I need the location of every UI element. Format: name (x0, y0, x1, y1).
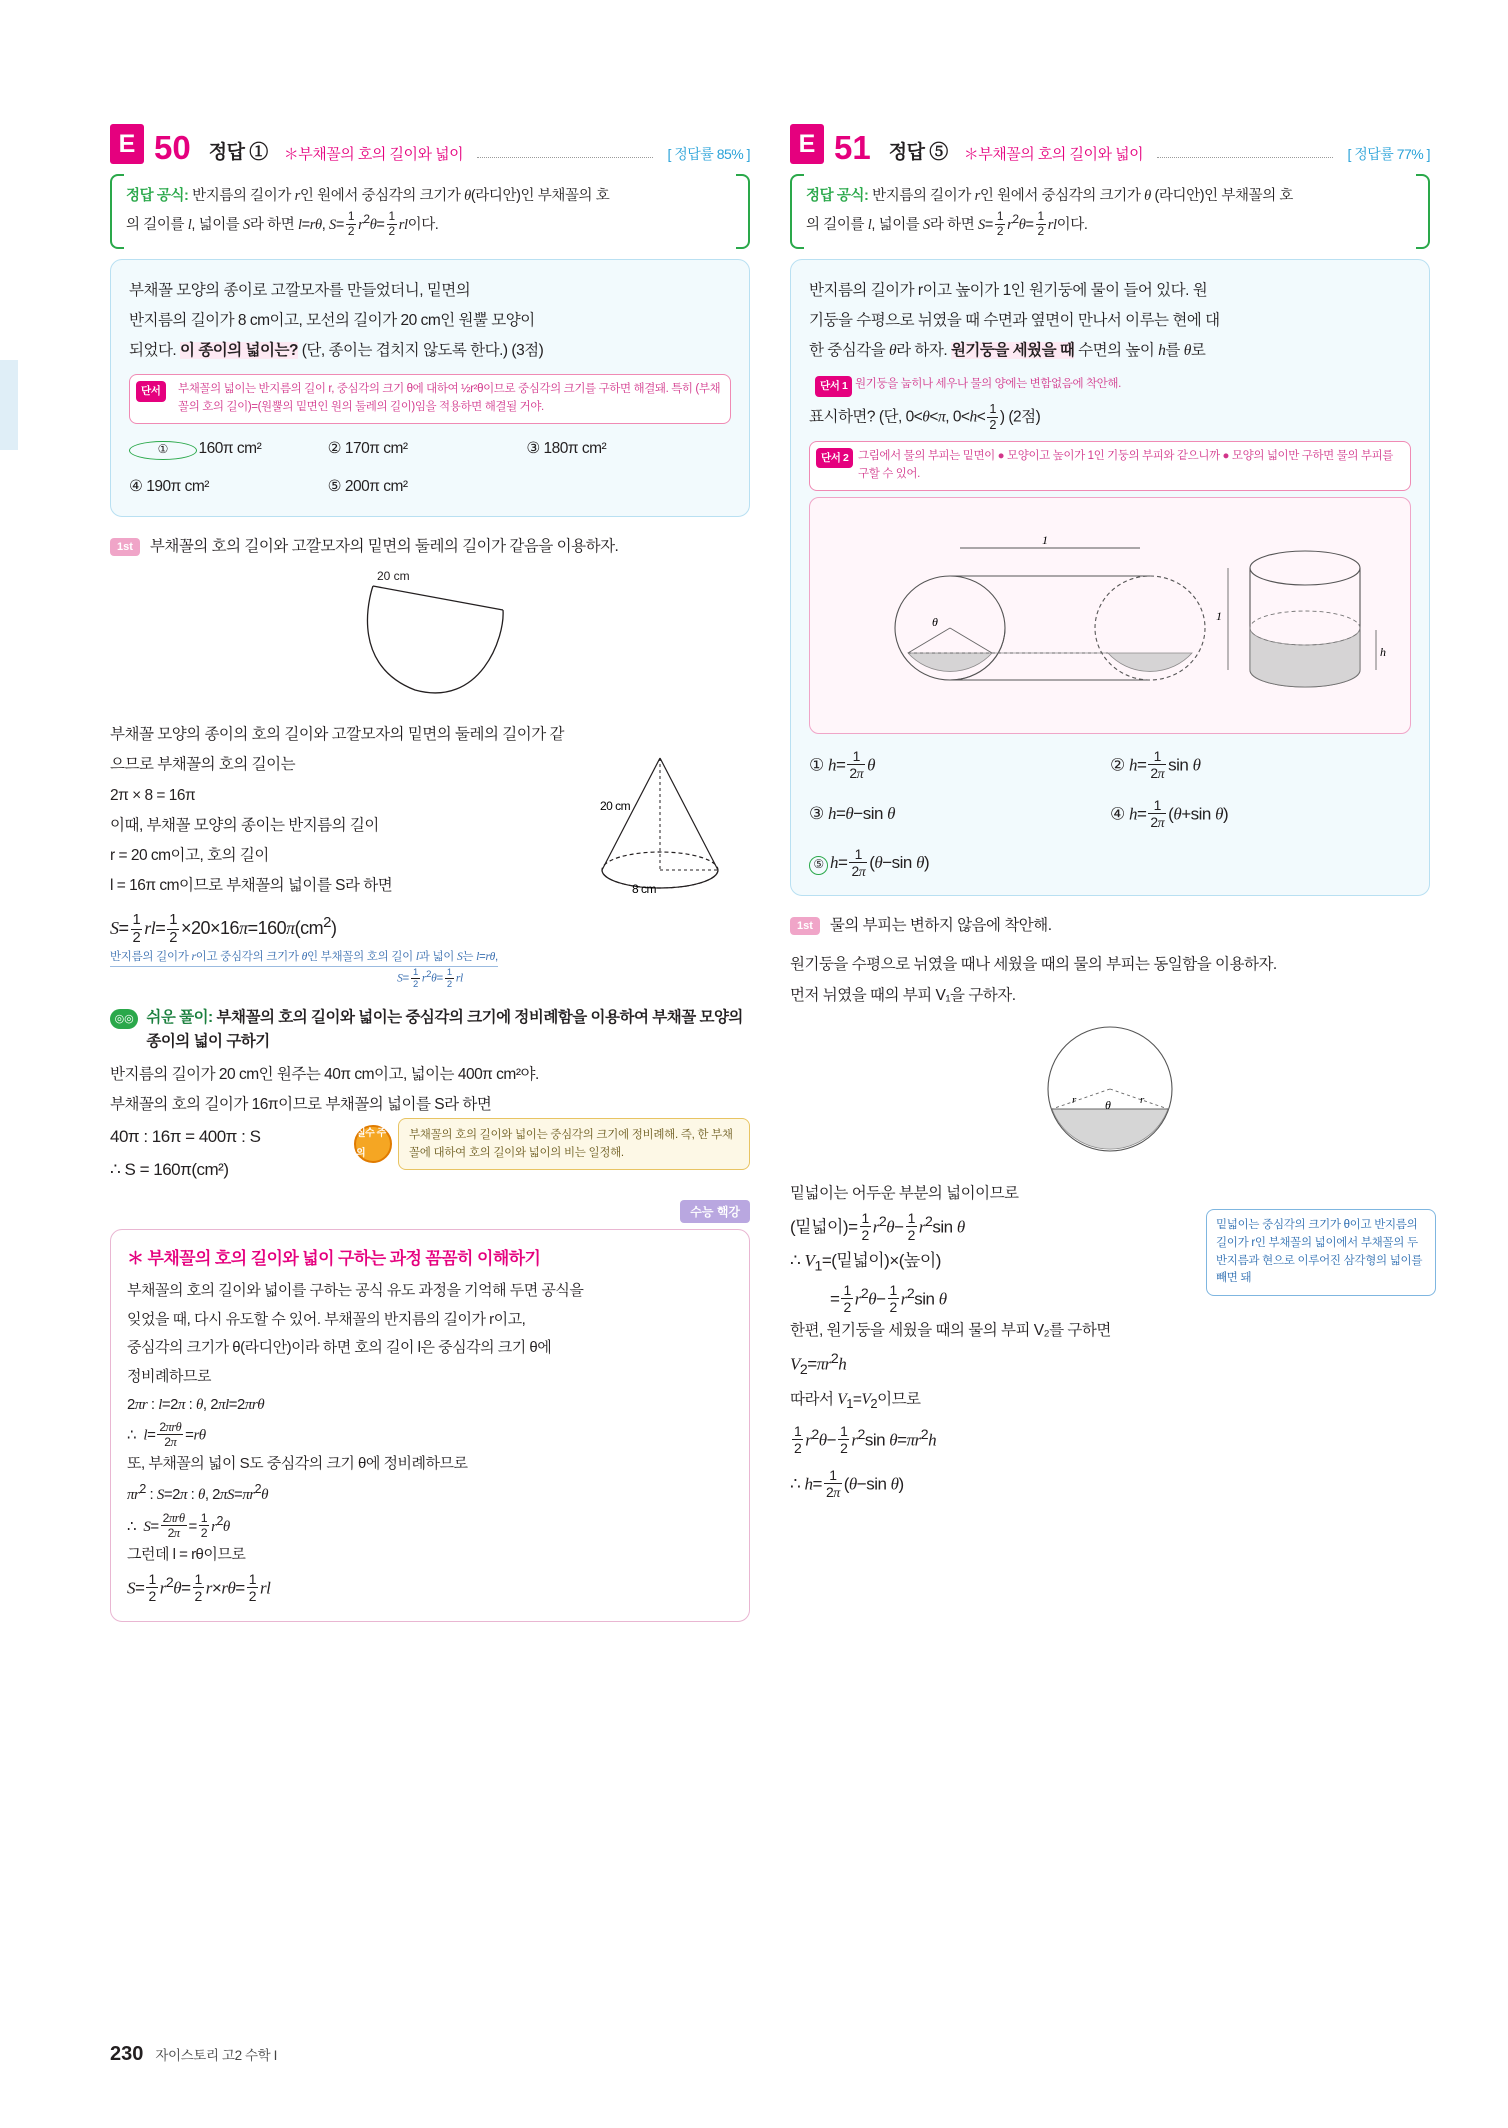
svg-text:θ: θ (1105, 1097, 1111, 1112)
question-line: 한 중심각을 θ라 하자. 원기둥을 세웠을 때 수면의 높이 h를 θ로 (809, 342, 1206, 360)
header-dotted-rule (477, 157, 653, 158)
equation-footnote-2: S= $\frac{1}{2}$ $r^2\theta=$ $\frac{1}{2}$ rl (397, 965, 463, 989)
suneung-body (127, 1277, 733, 1604)
question-line: 기둥을 수평으로 뉘였을 때 수면과 옆면이 만나서 이루는 현에 대 (809, 311, 1220, 329)
question-box-50 (110, 259, 750, 518)
cone-figure (560, 750, 760, 910)
solution-line: 부채꼴 모양의 종이의 호의 길이와 고깔모자의 밑면의 둘레의 길이가 같 (110, 726, 564, 744)
accuracy-rate: [ 정답률 85% ] (667, 146, 750, 162)
suneung-line: ∴ S= $\frac{\text{2πrθ}}{2\pi}$ = $\frac{1}{2}$ $r^2\theta$ (127, 1511, 230, 1541)
choice-row (809, 846, 1411, 881)
easy-line: ∴ S = 160π(cm²) (110, 1160, 229, 1180)
solution-text-50 (110, 720, 750, 901)
answer-value: ⑤ (929, 142, 948, 163)
problem-header-50 (110, 120, 750, 164)
page-edge-mark (0, 360, 18, 450)
choice-row (809, 748, 1411, 783)
solution-line: 한편, 원기둥을 세웠을 때의 물의 부피 V₂를 구하면 (790, 1321, 1111, 1339)
hint-tag: 단서 1 (815, 376, 852, 396)
suneung-line: 2πr : l=2π : θ, 2πl=2πrθ (127, 1396, 265, 1414)
page-footer (110, 2043, 277, 2066)
glasses-icon: ◎◎ (110, 1009, 138, 1029)
answer-value: ① (249, 142, 268, 163)
question-line: 반지름의 길이가 8 cm이고, 모선의 길이가 20 cm인 원뿔 모양이 (129, 311, 535, 329)
svg-text:8 cm: 8 cm (632, 882, 657, 897)
suneung-box (110, 1229, 750, 1621)
solution-line: r = 20 cm이고, 호의 길이 (110, 847, 269, 865)
choice-text: 180π cm² (543, 439, 607, 457)
choice-item[interactable]: ⑤ 200π cm² (327, 478, 408, 496)
problem-topic: ＊부채꼴의 호의 길이와 넓이 (283, 146, 464, 163)
choice-text: 170π cm² (344, 439, 408, 457)
svg-text:r: r (1140, 1093, 1145, 1106)
suneung-title: ＊ 부채꼴의 호의 길이와 넓이 구하는 과정 꼼꼼히 이해하기 (127, 1249, 541, 1269)
answer-label (209, 137, 268, 164)
suneung-line: 중심각의 크기가 θ(라디안)이라 하면 호의 길이 l은 중심각의 크기 θ에 (127, 1339, 552, 1357)
easy-title-text: 부채꼴의 호의 길이와 넓이는 중심각의 크기에 정비례함을 이용하여 부채꼴 모양의 종이의 넓이 구하기 (146, 1008, 743, 1050)
problem-topic: ＊부채꼴의 호의 길이와 넓이 (963, 146, 1144, 163)
choice-item[interactable]: ⑤ h= $\frac{1}{2\pi}$ (θ−sin θ) (809, 853, 929, 872)
svg-text:1: 1 (1216, 608, 1222, 623)
hint-text: 원기둥을 눕히나 세우나 물의 양에는 변함없음에 착안해. (855, 378, 1121, 391)
choice-item[interactable]: ① h= $\frac{1}{2\pi}$ θ (809, 747, 876, 782)
answer-formula-box-51: 정답 공식: 반지름의 길이가 r인 원에서 중심각의 크기가 θ (라디안)인 부채꼴의 호 의 길이를 l, 넓이를 S라 하면 S= $\frac{1}{2}$ $r^2\theta=$ $\frac{1}{2}$ rl이다. (790, 174, 1430, 249)
choice-item[interactable]: ② h= $\frac{1}{2\pi}$ sin θ (1110, 747, 1201, 782)
suneung-line: ∴ l= $\frac{\text{2πrθ}}{2\pi}$ =rθ (127, 1419, 206, 1449)
cylinder-figure-box (809, 497, 1411, 734)
problem-column-right (790, 120, 1430, 1502)
step-row-51 (790, 914, 1430, 939)
answer-label-text: 정답 (208, 142, 245, 163)
easy-tag: 쉬운 풀이: (146, 1008, 213, 1026)
header-dotted-rule (1157, 157, 1333, 158)
solution-line: (밑넓이)= $\frac{1}{2}$ $r^2\theta-$ $\frac{1}{2}$ $r^2\sin$ θ (790, 1210, 965, 1244)
hint-text: 부채꼴의 넓이는 반지름의 길이 r, 중심각의 크기 θ에 대하여 ½r²θ이므로 중심각의 크기를 구하면 해결돼. 특히 (부채꼴의 호의 길이)=(원뿔의 밑면인 원의 둘레의 길이)임을 적용하면 해결될 거야. (178, 383, 721, 414)
solution-line: ∴ h= $\frac{1}{2\pi}$ (θ−sin θ) (790, 1466, 904, 1501)
answer-label (889, 137, 948, 164)
svg-text:r: r (1072, 1093, 1077, 1106)
choice-list-51 (809, 748, 1411, 881)
accuracy-rate: [ 정답률 77% ] (1347, 146, 1430, 162)
step-text: 물의 부피는 변하지 않음에 착안해. (829, 916, 1052, 934)
main-equation-50: S= $\frac{1}{2}$ rl= $\frac{1}{2}$ $\times 20\times 16\pi=160\pi(cm^2)$ (110, 911, 337, 946)
suneung-tag: 수능 핵강 (680, 1200, 750, 1223)
easy-solution-body (110, 1060, 750, 1187)
question-highlight: 원기둥을 세웠을 때 (950, 342, 1075, 360)
step-tag: 1st (790, 917, 820, 935)
svg-text:20 cm: 20 cm (600, 799, 631, 814)
solution-line: 따라서 $V_1=V_2$이므로 (790, 1390, 921, 1411)
choice-marker-selected: ① (129, 441, 197, 460)
problem-number: 51 (834, 129, 871, 166)
solution-text-51b (790, 1179, 1430, 1502)
choice-item[interactable] (129, 434, 328, 464)
easy-line: 반지름의 길이가 20 cm인 원주는 40π cm이고, 넓이는 400π cm²야. (110, 1065, 539, 1083)
solution-line: $\frac{1}{2}$ $r^2\theta-$ $\frac{1}{2}$ $r^2\sin$ $\theta=\pi r^2h$ (794, 1423, 937, 1457)
question-highlight: 이 종이의 넓이는? (180, 342, 298, 360)
problem-badge: E (110, 124, 144, 164)
choice-item[interactable]: ③ h=θ−sin θ (809, 803, 896, 823)
svg-text:θ: θ (932, 614, 938, 629)
solution-line: 2π × 8 = 16π (110, 786, 196, 804)
easy-solution-title (146, 1006, 750, 1054)
solution-line: 이때, 부채꼴 모양의 종이는 반지름의 길이 (110, 816, 379, 834)
caution-stamp: 실수 주의 (354, 1125, 392, 1163)
choice-row (809, 797, 1411, 832)
book-title: 자이스토리 고2 수학 I (155, 2048, 278, 2063)
choice-list-50 (129, 434, 731, 502)
suneung-line: 그런데 l = rθ이므로 (127, 1546, 246, 1564)
hint-tag: 단서 2 (816, 448, 853, 468)
solution-text-51 (790, 950, 1430, 1010)
solution-line: ∴ $V_1=$(밑넓이)×(높이) (790, 1250, 941, 1275)
step-text: 부채꼴의 호의 길이와 고깔모자의 밑면의 둘레의 길이가 같음을 이용하자. (149, 538, 619, 556)
blue-side-note: 밑넓이는 중심각의 크기가 θ이고 반지름의 길이가 r인 부채꼴의 넓이에서 부채꼴의 두 반지름과 현으로 이루어진 삼각형의 넓이를 빼면 돼 (1206, 1209, 1436, 1296)
solution-line: 먼저 뉘였을 때의 부피 V₁을 구하자. (790, 986, 1016, 1004)
hint-box-51-2 (809, 441, 1411, 491)
question-line: 반지름의 길이가 r이고 높이가 1인 원기둥에 물이 들어 있다. 원 (809, 281, 1208, 299)
formula-label: 정답 공식: (806, 188, 869, 204)
caution-callout (354, 1118, 750, 1171)
hint-box-51-1 (809, 370, 1411, 400)
easy-solution-header (110, 1006, 750, 1054)
hint-tag: 단서 (136, 381, 166, 401)
hint-text: 그림에서 물의 부피는 밑면이 ● 모양이고 높이가 1인 기둥의 부피와 같으니까 ● 모양의 넓이만 구하면 물의 부피를 구할 수 있어. (858, 449, 1394, 480)
choice-text: 190π cm² (146, 478, 209, 496)
svg-text:20 cm: 20 cm (377, 569, 410, 584)
choice-item[interactable]: ④ 190π cm² (129, 478, 209, 496)
step-tag: 1st (110, 538, 140, 556)
question-line: 되었다. 이 종이의 넓이는? (단, 종이는 겹치지 않도록 한다.) (3점) (129, 342, 544, 360)
solution-line: = $\frac{1}{2}$ $r^2\theta-$ $\frac{1}{2}$ $r^2\sin$ θ (830, 1282, 947, 1316)
suneung-line: $\pi r^2$ : S=2π : θ, $2\pi S=\pi r^2\theta$ (127, 1482, 268, 1504)
page-number: 230 (110, 2043, 144, 2065)
svg-text:1: 1 (1042, 532, 1048, 547)
choice-marker-selected: ⑤ (809, 856, 828, 875)
fan-figure (110, 568, 750, 708)
choice-text: 160π cm² (198, 439, 262, 457)
suneung-line: 부채꼴의 호의 길이와 넓이를 구하는 공식 유도 과정을 기억해 두면 공식을 (127, 1282, 584, 1300)
suneung-line: S= $\frac{1}{2}$ $r^2\theta=$ $\frac{1}{2}$ r×rθ= $\frac{1}{2}$ rl (127, 1570, 271, 1604)
problem-header-51 (790, 120, 1430, 164)
question-line: 표시하면? (단, 0<θ<π, 0<h< $\frac{1}{2}$ ) (2점) (809, 401, 1041, 432)
solution-line: 밑넓이는 어두운 부분의 넓이이므로 (790, 1184, 1019, 1202)
choice-item[interactable]: ③ 180π cm² (526, 439, 607, 457)
hint-box-50 (129, 374, 731, 424)
question-box-51 (790, 259, 1430, 896)
answer-formula-box-50: 정답 공식: 반지름의 길이가 r인 원에서 중심각의 크기가 θ(라디안)인 부채꼴의 호 의 길이를 l, 넓이를 S라 하면 l=rθ, S= $\frac{1}{2}$ $r^2\theta=$ $\frac{1}{2}$ rl이다. (110, 174, 750, 249)
answer-label-text: 정답 (888, 142, 925, 163)
solution-line: l = 16π cm이므로 부채꼴의 넓이를 S라 하면 (110, 877, 393, 895)
solution-line: $V_2=\pi r^2h$ (790, 1350, 847, 1379)
solution-line: 으므로 부채꼴의 호의 길이는 (110, 756, 296, 774)
circle-segment-figure (790, 1017, 1430, 1167)
solution-line: 원기둥을 수평으로 뉘였을 때나 세웠을 때의 물의 부피는 동일함을 이용하자. (790, 956, 1277, 974)
svg-text:h: h (1380, 644, 1386, 659)
callout-text: 부채꼴의 호의 길이와 넓이는 중심각의 크기에 정비례해. 즉, 한 부채꼴에 대하여 호의 길이와 넓이의 비는 일정해. (398, 1118, 750, 1171)
easy-line: 40π : 16π = 400π : S (110, 1126, 261, 1146)
choice-item[interactable]: ② 170π cm² (327, 439, 408, 457)
equation-footnote: 반지름의 길이가 r이고 중심각의 크기가 θ인 부채꼴의 호의 길이 l과 넓이 S는 l=rθ, (110, 949, 498, 967)
suneung-line: 또, 부채꼴의 넓이 S도 중심각의 크기 θ에 정비례하므로 (127, 1454, 468, 1472)
choice-item[interactable]: ④ h= $\frac{1}{2\pi}$ (θ+sin θ) (1110, 796, 1229, 831)
question-line: 부채꼴 모양의 종이로 고깔모자를 만들었더니, 밑면의 (129, 281, 471, 299)
suneung-line: 정비례하므로 (127, 1367, 211, 1385)
choice-text: 200π cm² (344, 478, 408, 496)
formula-label: 정답 공식: (126, 188, 189, 204)
suneung-tag-row (110, 1200, 750, 1223)
step-row-50 (110, 535, 750, 560)
easy-line: 부채꼴의 호의 길이가 16π이므로 부채꼴의 넓이를 S라 하면 (110, 1095, 492, 1113)
problem-badge: E (790, 124, 824, 164)
problem-column-left (110, 120, 750, 1622)
problem-number: 50 (154, 129, 191, 166)
suneung-line: 잊었을 때, 다시 유도할 수 있어. 부채꼴의 반지름의 길이가 r이고, (127, 1310, 526, 1328)
